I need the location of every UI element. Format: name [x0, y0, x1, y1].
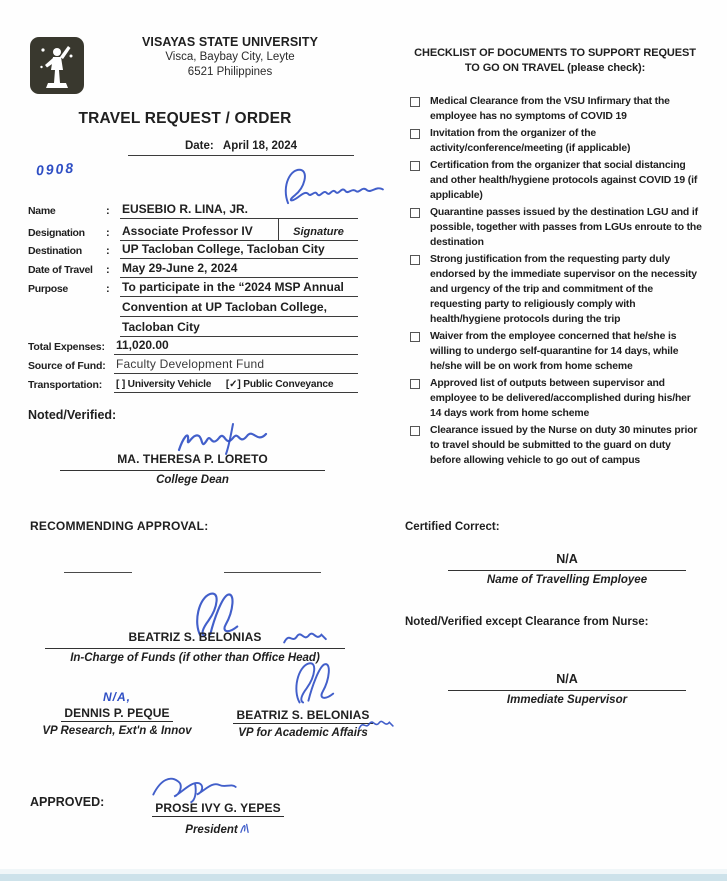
form-fields — [28, 194, 358, 393]
immediate-supervisor-block — [448, 670, 686, 706]
president-title: President — [128, 817, 308, 836]
checklist — [408, 94, 708, 470]
total-expenses-value: 11,020.00 — [114, 338, 358, 355]
vp-academic-signatory — [212, 706, 394, 739]
checklist-item-text: Certification from the organizer that social distancing and other health/hygiene protocols against COVID 19 (if applicable) — [430, 160, 698, 201]
certified-correct-block — [448, 550, 686, 586]
scan-edge-bar — [0, 874, 727, 881]
immediate-supervisor-value: N/A — [556, 672, 578, 686]
president-initials-mark — [238, 820, 251, 836]
university-address-line1: Visca, Baybay City, Leyte — [165, 51, 295, 63]
funds-signatory — [45, 628, 345, 664]
funds-title: In-Charge of Funds (if other than Office Head) — [70, 652, 320, 664]
date-value: April 18, 2024 — [222, 140, 298, 152]
checklist-item — [408, 126, 708, 156]
destination-label: Destination — [28, 245, 82, 257]
checkbox-icon — [410, 255, 420, 265]
checklist-item — [408, 329, 708, 374]
checklist-item — [408, 94, 708, 124]
letterhead — [96, 35, 364, 79]
checklist-title: CHECKLIST OF DOCUMENTS TO SUPPORT REQUEST TO GO ON TRAVEL (please check): — [414, 47, 696, 74]
university-logo — [30, 37, 84, 99]
vp-research-signatory — [33, 690, 201, 737]
field-purpose: Purpose : To participate in the “2024 MSP Annual — [28, 278, 358, 297]
source-of-fund-value: Faculty Development Fund — [114, 357, 358, 374]
checklist-item-text: Waiver from the employee concerned that he/she is willing to undergo self-quarantine for 14 days, while he/she will be on work from home scheme — [430, 331, 679, 372]
date-of-travel-value: May 29-June 2, 2024 — [120, 261, 358, 278]
checklist-item-text: Medical Clearance from the VSU Infirmary that the employee has no symptoms of COVID 19 — [430, 96, 670, 122]
funds-name: BEATRIZ S. BELONIAS — [128, 630, 262, 644]
field-name: Name : EUSEBIO R. LINA, JR. — [28, 194, 358, 219]
name-value: EUSEBIO R. LINA, JR. — [120, 202, 358, 219]
designation-label: Designation — [28, 227, 85, 239]
designation-value: Associate Professor IV — [120, 224, 278, 241]
noted-except-nurse-label: Noted/Verified except Clearance from Nurse: — [405, 616, 649, 628]
field-total-expenses — [28, 337, 358, 355]
vp-research-name: DENNIS P. PEQUE — [61, 706, 172, 722]
checkbox-icon — [410, 426, 420, 436]
total-expenses-label: Total Expenses: — [28, 341, 105, 353]
recommending-approval-label: RECOMMENDING APPROVAL: — [30, 519, 209, 533]
immediate-supervisor-caption: Immediate Supervisor — [506, 694, 628, 706]
date-label: Date: — [184, 140, 214, 152]
checklist-item-text: Invitation from the organizer of the activity/conference/meeting (if applicable) — [430, 128, 631, 154]
transportation-label: Transportation: — [28, 379, 103, 391]
document-title: TRAVEL REQUEST / ORDER — [78, 110, 292, 127]
checkbox-icon — [410, 332, 420, 342]
dean-title: College Dean — [156, 474, 229, 486]
purpose-line3: Tacloban City — [120, 320, 358, 337]
checkbox-icon — [410, 129, 420, 139]
vp-academic-signature — [288, 660, 343, 706]
checklist-item-text: Strong justification from the requesting party duly endorsed by the immediate supervisor on the necessity and urgency of the trip and commitment of the requesting party to religiously comply with health/hygiene protocols during the trip — [430, 254, 697, 325]
checklist-item — [408, 158, 708, 203]
certified-correct-value: N/A — [556, 552, 578, 566]
approved-label: APPROVED: — [30, 795, 105, 809]
field-source-of-fund — [28, 355, 358, 374]
dean-signatory — [60, 450, 325, 486]
checklist-item — [408, 376, 708, 421]
checklist-item-text: Quarantine passes issued by the destination LGU and if possible, together with passes from LGUs enroute to the destination — [430, 207, 702, 248]
university-address-line2: 6521 Philippines — [187, 65, 273, 78]
field-destination: Destination : UP Tacloban College, Tacloban City — [28, 241, 358, 259]
date-line — [128, 140, 354, 156]
dean-name: MA. THERESA P. LORETO — [117, 452, 268, 466]
checklist-item-text: Approved list of outputs between supervisor and employee to be delivered/accomplished during his/her 14 days work from home scheme — [430, 378, 691, 419]
president-name: PROSE IVY G. YEPES — [152, 801, 283, 817]
checkbox-icon — [410, 379, 420, 389]
vp-research-title: VP Research, Ext'n & Innov — [42, 725, 192, 737]
field-date-of-travel: Date of Travel : May 29-June 2, 2024 — [28, 259, 358, 278]
vsu-seal-icon — [30, 37, 84, 94]
signature-box-label: Signature — [278, 219, 358, 241]
university-vehicle-option: University Vehicle — [127, 379, 212, 390]
university-name: VISAYAS STATE UNIVERSITY — [141, 35, 319, 49]
handwritten-code: 0908 — [35, 159, 76, 179]
vp-research-handwritten-na: N/A, — [103, 690, 131, 704]
checkbox-icon — [410, 161, 420, 171]
purpose-line2: Convention at UP Tacloban College, — [120, 300, 358, 317]
transportation-value — [114, 379, 358, 393]
field-designation: Designation : Associate Professor IV Signature — [28, 219, 358, 241]
checkbox-icon — [410, 97, 420, 107]
source-of-fund-label: Source of Fund: — [28, 360, 106, 372]
checkbox-icon — [410, 208, 420, 218]
name-label: Name — [28, 205, 56, 217]
checklist-item-text: Clearance issued by the Nurse on duty 30 minutes prior to travel should be submitted to the guard on duty before allowing vehicle to go out of campus — [430, 425, 698, 466]
blank-signature-line — [64, 560, 132, 573]
vp-academic-name: BEATRIZ S. BELONIAS — [233, 708, 372, 724]
public-conveyance-option: Public Conveyance — [243, 379, 334, 390]
president-signatory — [128, 799, 308, 836]
certified-correct-label: Certified Correct: — [405, 521, 500, 533]
destination-value: UP Tacloban College, Tacloban City — [120, 242, 358, 259]
field-purpose-cont — [28, 297, 358, 317]
date-of-travel-label: Date of Travel — [28, 264, 93, 276]
certified-correct-caption: Name of Travelling Employee — [486, 574, 648, 586]
vp-academic-title: VP for Academic Affairs — [238, 727, 368, 739]
field-purpose-cont2 — [28, 317, 358, 337]
noted-verified-label: Noted/Verified: — [28, 408, 117, 422]
purpose-line1: To participate in the “2024 MSP Annual — [120, 280, 358, 297]
blank-signature-line — [224, 560, 321, 573]
checklist-item — [408, 423, 708, 468]
checklist-item — [408, 205, 708, 250]
purpose-label: Purpose — [28, 283, 68, 295]
public-conveyance-checkbox: [✓] — [225, 379, 241, 390]
checklist-item — [408, 252, 708, 327]
university-vehicle-checkbox: [ ] — [116, 379, 126, 390]
field-transportation — [28, 374, 358, 393]
